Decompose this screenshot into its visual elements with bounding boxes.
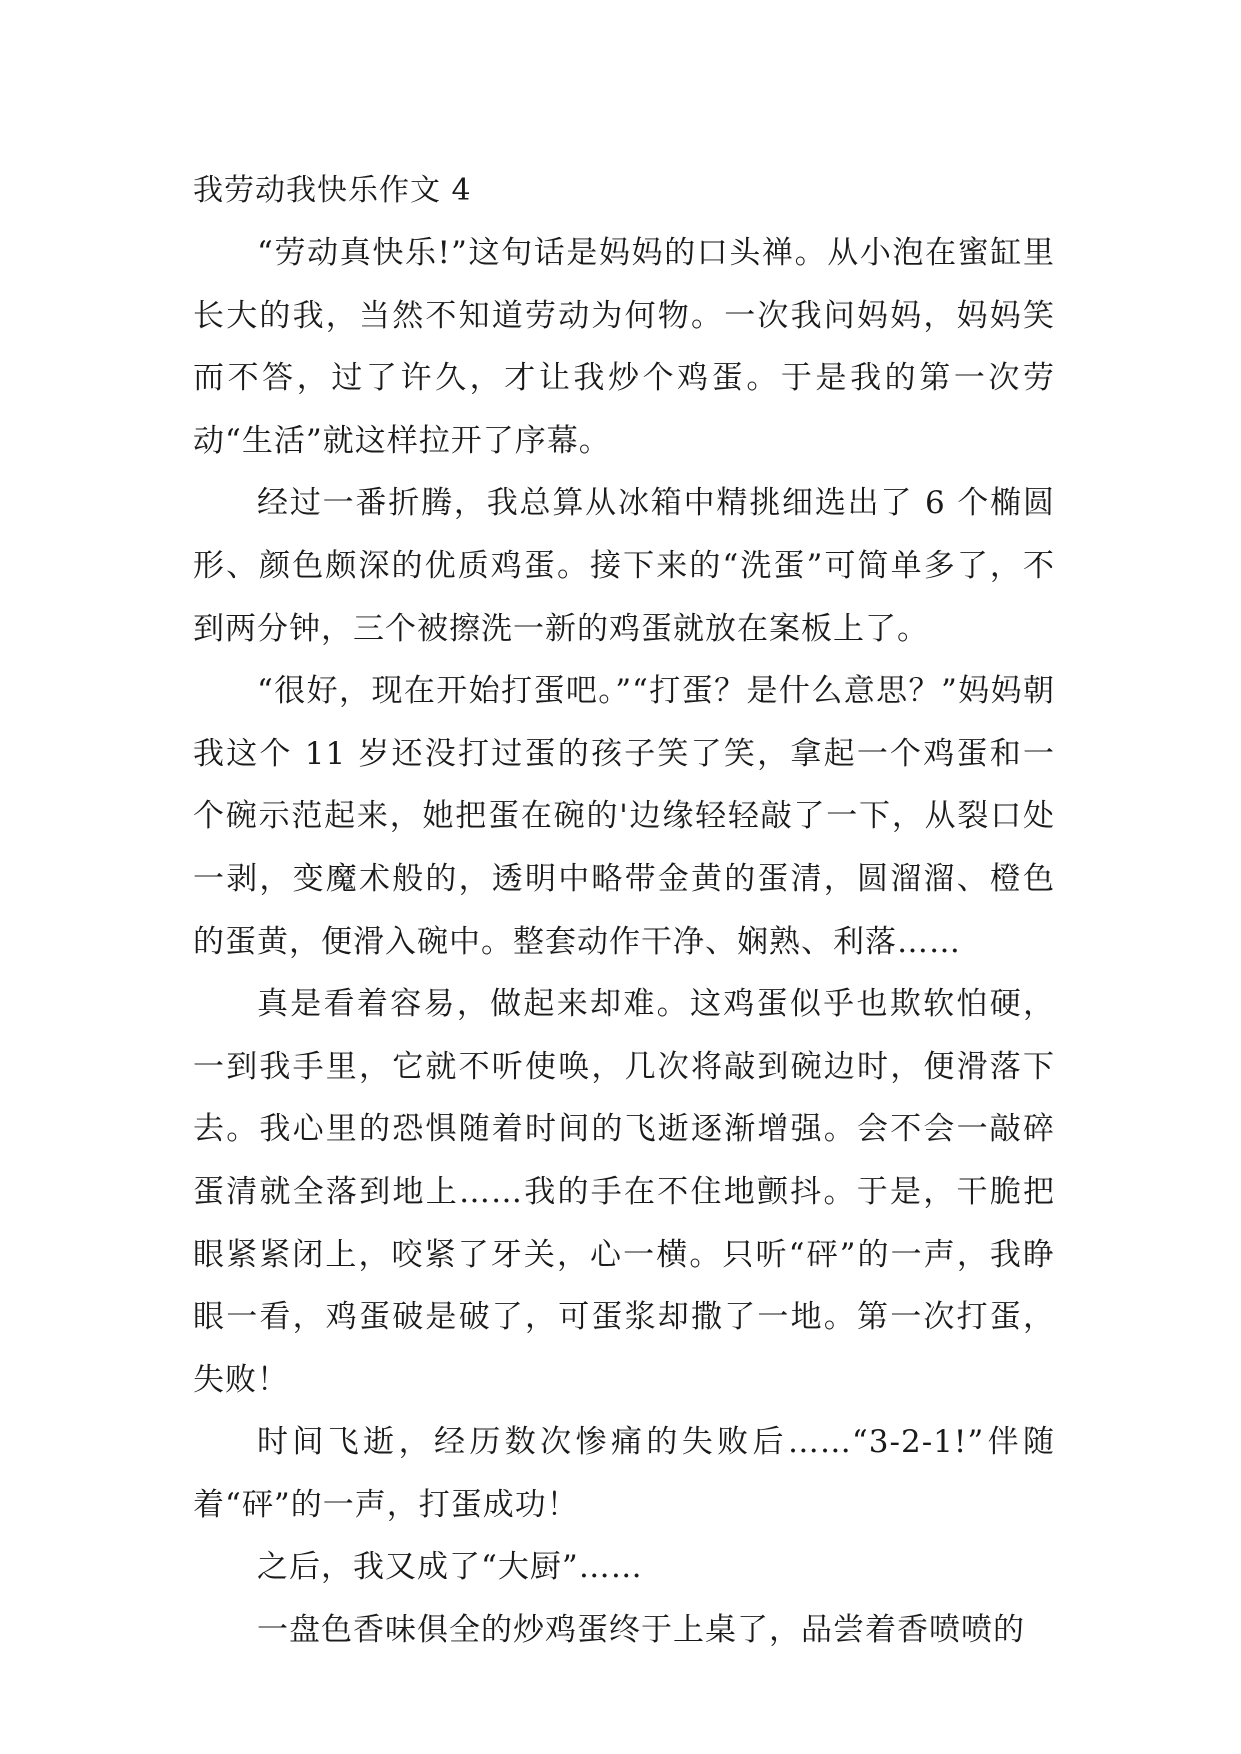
document-page [193, 160, 1055, 1662]
paragraph: 经过一番折腾，我总算从冰箱中精挑细选出了 6 个椭圆形、颜色颇深的优质鸡蛋。接下来的“洗蛋”可简单多了，不到两分钟，三个被擦洗一新的鸡蛋就放在案板上了。 [193, 485, 1055, 647]
paragraph: 一盘色香味俱全的炒鸡蛋终于上桌了，品尝着香喷喷的 [257, 1612, 1025, 1649]
paragraph: “劳动真快乐!”这句话是妈妈的口头禅。从小泡在蜜缸里长大的我，当然不知道劳动为何物。一次我问妈妈，妈妈笑而不答，过了许久，才让我炒个鸡蛋。于是我的第一次劳动“生活”就这样拉开了序幕。 [193, 235, 1055, 459]
document-title: 我劳动我快乐作文 4 [193, 173, 472, 208]
paragraph: 时间飞逝，经历数次惨痛的失败后……“3-2-1!”伴随着“砰”的一声，打蛋成功！ [193, 1424, 1055, 1523]
paragraph: “很好，现在开始打蛋吧。”“打蛋？是什么意思？”妈妈朝我这个 11 岁还没打过蛋的孩子笑了笑，拿起一个鸡蛋和一个碗示范起来，她把蛋在碗的'边缘轻轻敲了一下，从裂口处一剥，变魔术般的，透明中略带金黄的蛋清，圆溜溜、橙色的蛋黄，便滑入碗中。整套动作干净、娴熟、利落…… [193, 673, 1055, 960]
paragraph: 真是看着容易，做起来却难。这鸡蛋似乎也欺软怕硬，一到我手里，它就不听使唤，几次将敲到碗边时，便滑落下去。我心里的恐惧随着时间的飞逝逐渐增强。会不会一敲碎蛋清就全落到地上……我的手在不住地颤抖。于是，干脆把眼紧紧闭上，咬紧了牙关，心一横。只听“砰”的一声，我睁眼一看，鸡蛋破是破了，可蛋浆却撒了一地。第一次打蛋，失败！ [193, 986, 1055, 1398]
paragraph: 之后，我又成了“大厨”…… [257, 1549, 643, 1586]
